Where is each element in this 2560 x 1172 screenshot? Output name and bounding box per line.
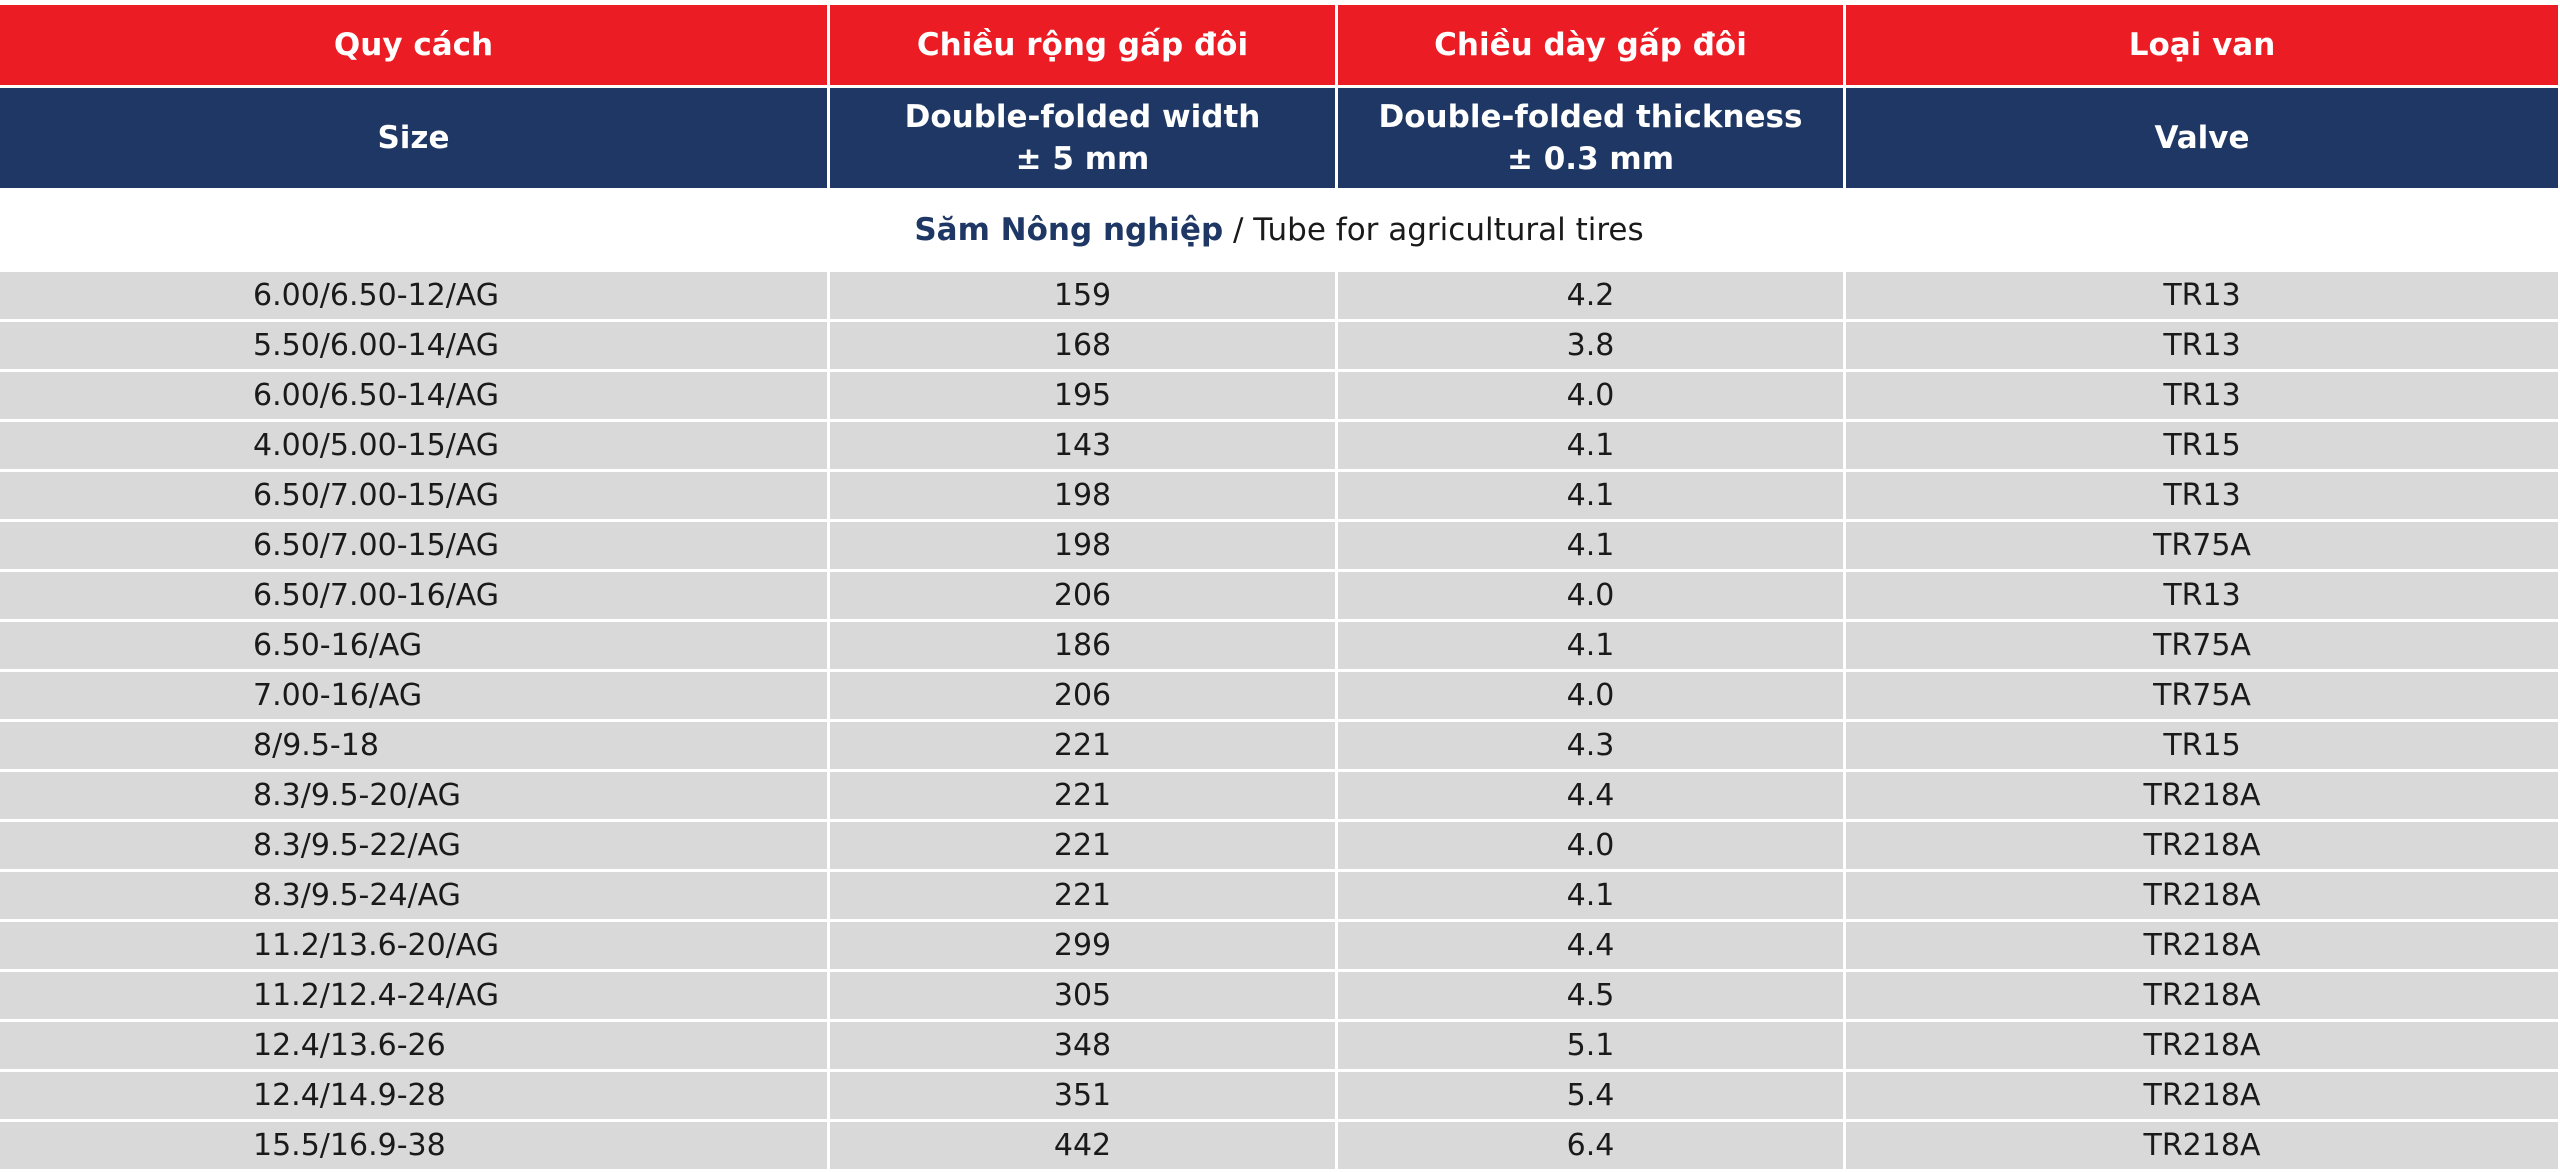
cell-valve: TR75A bbox=[1846, 672, 2558, 722]
cell-size: 6.50/7.00-15/AG bbox=[0, 522, 830, 572]
cell-width: 221 bbox=[830, 772, 1338, 822]
cell-valve: TR15 bbox=[1846, 422, 2558, 472]
table-row bbox=[0, 472, 2558, 522]
cell-width: 206 bbox=[830, 572, 1338, 622]
table-row bbox=[0, 772, 2558, 822]
cell-size: 11.2/12.4-24/AG bbox=[0, 972, 830, 1022]
cell-thickness: 4.0 bbox=[1338, 822, 1846, 872]
cell-width: 195 bbox=[830, 372, 1338, 422]
cell-size: 6.00/6.50-14/AG bbox=[0, 372, 830, 422]
cell-size: 6.00/6.50-12/AG bbox=[0, 272, 830, 322]
table-row bbox=[0, 822, 2558, 872]
table-row bbox=[0, 922, 2558, 972]
cell-valve: TR218A bbox=[1846, 1022, 2558, 1072]
header-width-vi: Chiều rộng gấp đôi bbox=[830, 5, 1338, 88]
cell-thickness: 6.4 bbox=[1338, 1122, 1846, 1172]
table-row bbox=[0, 572, 2558, 622]
cell-thickness: 4.1 bbox=[1338, 422, 1846, 472]
cell-size: 11.2/13.6-20/AG bbox=[0, 922, 830, 972]
cell-thickness: 4.2 bbox=[1338, 272, 1846, 322]
cell-width: 143 bbox=[830, 422, 1338, 472]
header-width-en bbox=[830, 88, 1338, 188]
cell-size: 12.4/14.9-28 bbox=[0, 1072, 830, 1122]
cell-size: 6.50/7.00-16/AG bbox=[0, 572, 830, 622]
cell-valve: TR13 bbox=[1846, 572, 2558, 622]
table-row bbox=[0, 372, 2558, 422]
cell-valve: TR15 bbox=[1846, 722, 2558, 772]
cell-size: 15.5/16.9-38 bbox=[0, 1122, 830, 1172]
table-row bbox=[0, 422, 2558, 472]
header-thickness-vi: Chiều dày gấp đôi bbox=[1338, 5, 1846, 88]
cell-width: 221 bbox=[830, 722, 1338, 772]
cell-valve: TR218A bbox=[1846, 822, 2558, 872]
cell-thickness: 5.1 bbox=[1338, 1022, 1846, 1072]
header-row-vietnamese bbox=[0, 5, 2558, 88]
cell-size: 6.50/7.00-15/AG bbox=[0, 472, 830, 522]
cell-width: 351 bbox=[830, 1072, 1338, 1122]
header-width-en-line1: Double-folded width bbox=[904, 99, 1261, 135]
header-size-en: Size bbox=[0, 88, 830, 188]
cell-size: 8/9.5-18 bbox=[0, 722, 830, 772]
header-thickness-en bbox=[1338, 88, 1846, 188]
table-row bbox=[0, 322, 2558, 372]
cell-width: 186 bbox=[830, 622, 1338, 672]
cell-valve: TR218A bbox=[1846, 1072, 2558, 1122]
header-thickness-en-line1: Double-folded thickness bbox=[1378, 99, 1803, 135]
cell-width: 168 bbox=[830, 322, 1338, 372]
cell-thickness: 4.0 bbox=[1338, 672, 1846, 722]
table-body bbox=[0, 188, 2558, 1172]
cell-valve: TR75A bbox=[1846, 522, 2558, 572]
cell-valve: TR75A bbox=[1846, 622, 2558, 672]
cell-width: 221 bbox=[830, 822, 1338, 872]
cell-thickness: 4.4 bbox=[1338, 772, 1846, 822]
cell-width: 159 bbox=[830, 272, 1338, 322]
cell-valve: TR218A bbox=[1846, 772, 2558, 822]
cell-width: 198 bbox=[830, 472, 1338, 522]
cell-thickness: 4.4 bbox=[1338, 922, 1846, 972]
cell-thickness: 5.4 bbox=[1338, 1072, 1846, 1122]
table-row bbox=[0, 1122, 2558, 1172]
section-row bbox=[0, 188, 2558, 272]
table-row bbox=[0, 672, 2558, 722]
cell-valve: TR218A bbox=[1846, 872, 2558, 922]
table-row bbox=[0, 872, 2558, 922]
cell-valve: TR13 bbox=[1846, 272, 2558, 322]
cell-thickness: 4.5 bbox=[1338, 972, 1846, 1022]
cell-thickness: 3.8 bbox=[1338, 322, 1846, 372]
cell-thickness: 4.1 bbox=[1338, 472, 1846, 522]
section-separator: / bbox=[1223, 212, 1254, 248]
cell-valve: TR218A bbox=[1846, 922, 2558, 972]
cell-thickness: 4.0 bbox=[1338, 372, 1846, 422]
cell-thickness: 4.1 bbox=[1338, 872, 1846, 922]
header-thickness-en-line2: ± 0.3 mm bbox=[1506, 141, 1675, 177]
cell-width: 299 bbox=[830, 922, 1338, 972]
section-title bbox=[0, 188, 2558, 272]
cell-width: 305 bbox=[830, 972, 1338, 1022]
table-row bbox=[0, 972, 2558, 1022]
cell-size: 6.50-16/AG bbox=[0, 622, 830, 672]
table-row bbox=[0, 1072, 2558, 1122]
header-valve-vi: Loại van bbox=[1846, 5, 2558, 88]
cell-thickness: 4.1 bbox=[1338, 622, 1846, 672]
header-row-english bbox=[0, 88, 2558, 188]
cell-valve: TR13 bbox=[1846, 322, 2558, 372]
cell-valve: TR218A bbox=[1846, 972, 2558, 1022]
cell-size: 5.50/6.00-14/AG bbox=[0, 322, 830, 372]
cell-size: 7.00-16/AG bbox=[0, 672, 830, 722]
section-title-en: Tube for agricultural tires bbox=[1253, 212, 1644, 248]
cell-thickness: 4.3 bbox=[1338, 722, 1846, 772]
cell-valve: TR13 bbox=[1846, 372, 2558, 422]
cell-width: 348 bbox=[830, 1022, 1338, 1072]
header-width-en-line2: ± 5 mm bbox=[1015, 141, 1150, 177]
cell-width: 442 bbox=[830, 1122, 1338, 1172]
cell-width: 206 bbox=[830, 672, 1338, 722]
table-row bbox=[0, 722, 2558, 772]
tube-spec-table bbox=[0, 5, 2558, 1172]
header-valve-en: Valve bbox=[1846, 88, 2558, 188]
cell-thickness: 4.0 bbox=[1338, 572, 1846, 622]
cell-size: 4.00/5.00-15/AG bbox=[0, 422, 830, 472]
cell-valve: TR13 bbox=[1846, 472, 2558, 522]
cell-size: 8.3/9.5-22/AG bbox=[0, 822, 830, 872]
cell-thickness: 4.1 bbox=[1338, 522, 1846, 572]
cell-valve: TR218A bbox=[1846, 1122, 2558, 1172]
header-size-vi: Quy cách bbox=[0, 5, 830, 88]
table-row bbox=[0, 1022, 2558, 1072]
section-title-vi: Săm Nông nghiệp bbox=[914, 212, 1224, 248]
cell-size: 8.3/9.5-20/AG bbox=[0, 772, 830, 822]
cell-width: 221 bbox=[830, 872, 1338, 922]
cell-size: 12.4/13.6-26 bbox=[0, 1022, 830, 1072]
table-row bbox=[0, 522, 2558, 572]
cell-size: 8.3/9.5-24/AG bbox=[0, 872, 830, 922]
table-row bbox=[0, 272, 2558, 322]
table-row bbox=[0, 622, 2558, 672]
cell-width: 198 bbox=[830, 522, 1338, 572]
